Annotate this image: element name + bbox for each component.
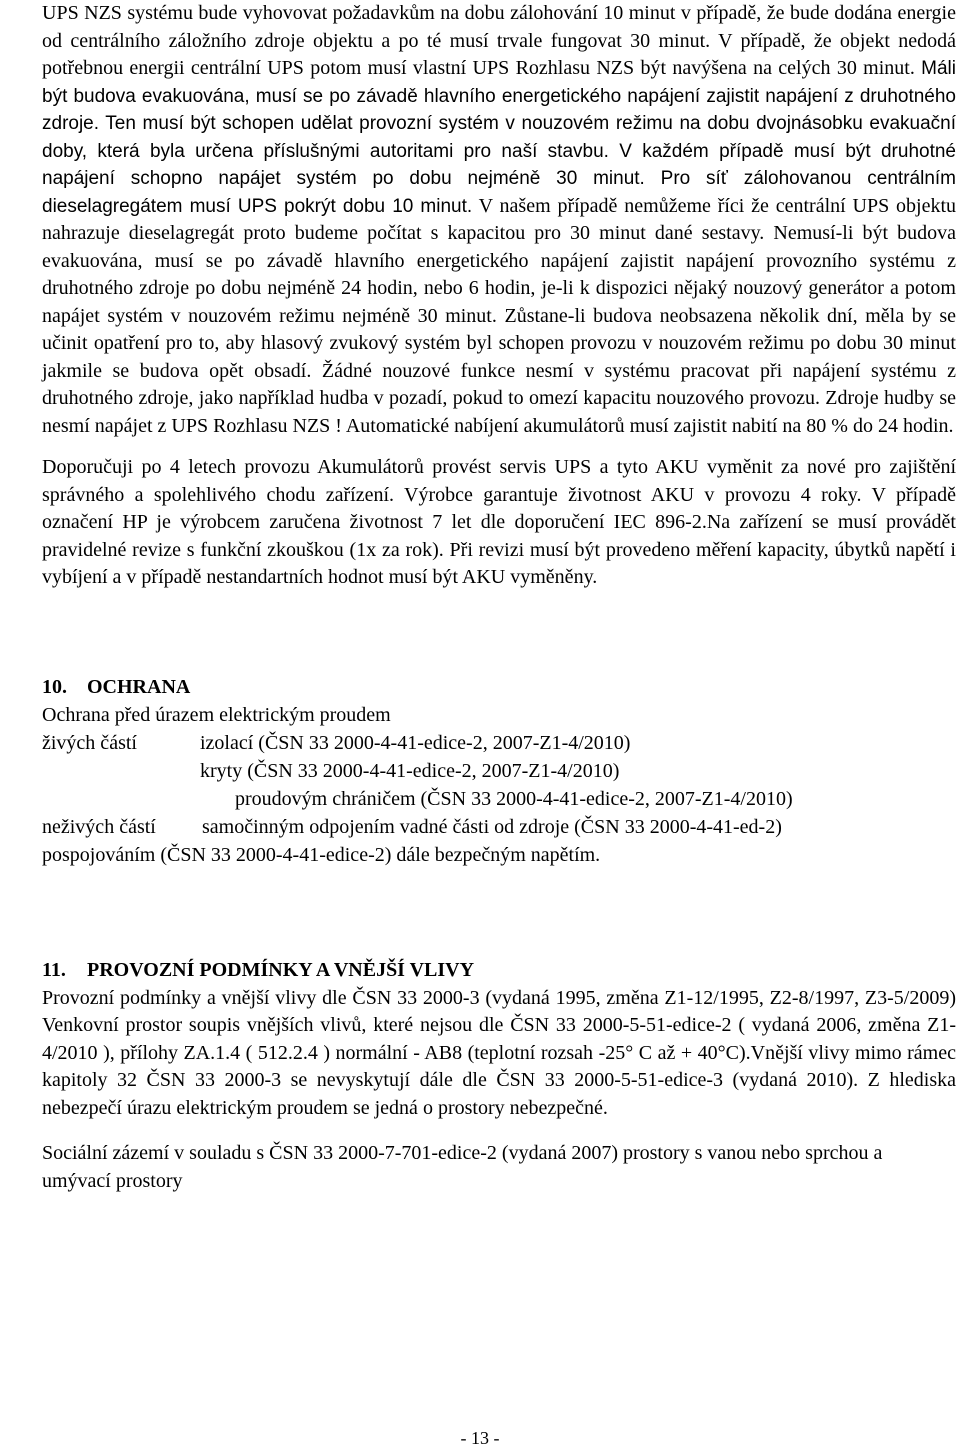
- section-11-heading: [42, 957, 956, 985]
- recommendation-paragraph: Doporučuji po 4 letech provozu Akumulátorů provést servis UPS a tyto AKU vyměnit za nové pro zajištění správného a spolehlivého chodu zařízení. Výrobce garantuje životnost AKU v provozu 4 roky. V případě označení HP je výrobcem zaručena životnost 7 let dle doporučení IEC 896-2.Na zařízení se musí provádět pravidelné revize s funkční zkouškou (1x za rok). Při revizi musí být provedeno měření kapacity, úbytků napětí i vybíjení a v případě nestandartních hodnot musí být AKU vyměněny.: [42, 456, 956, 588]
- pospoj-line: pospojováním (ČSN 33 2000-4-41-edice-2) dále bezpečným napětím.: [42, 844, 601, 866]
- ziv-text-3: proudovým chráničem (ČSN 33 2000-4-41-edice-2, 2007-Z1-4/2010): [235, 788, 793, 810]
- ziv-line-3: [42, 785, 956, 813]
- ziv-line-1: [42, 729, 956, 757]
- section-11-text-2: Sociální zázemí v souladu s ČSN 33 2000-7-701-edice-2 (vydaná 2007) prostory s vanou nebo sprchou a umývací prostory: [42, 1142, 883, 1192]
- section-10-subtitle: Ochrana před úrazem elektrickým proudem: [42, 704, 391, 726]
- ziv-line-2: [42, 757, 956, 785]
- section-10-number: 10.: [42, 675, 67, 698]
- intro-part3: V našem případě nemůžeme říci že centrální UPS objektu nahrazuje dieselagregát proto budeme počítat s kapacitou pro 30 minut dané sestavy. Nemusí-li být budova evakuována, musí se po závadě hlavního energetického napájení zajistit napájení provozního systému z druhotného zdroje po dobu nejméně 24 hodin, nebo 6 hodin, je-li k dispozici nějaký nouzový generátor a potom napájet systém v nouzovém režimu nejméně 30 minut. Zůstane-li budova neobsazena několik dní, měla by se učinit opatření pro to, aby hlasový zvukový systém byl schopen provozu v nouzovém režimu po dobu 30 minut jakmile se budova opět obsadí. Žádné nouzové funkce nesmí v systému pracovat při napájení systému z druhotného zdroje, jako například hudba v pozadí, pokud to omezí kapacitu nouzového provozu. Zdroje hudby se nesmí napájet z UPS Rozhlasu NZS ! Automatické nabíjení akumulátorů musí zajistit nabití na 80 % do 24 hodin.: [42, 194, 957, 437]
- intro-part2: Máli být budova evakuována, musí se po závadě hlavního energetického napájení zajistit napájení z druhotného zdroje. Ten musí být schopen udělat provozní systém v nouzovém režimu na dobu dvojnásobku evakuační doby, která byla určena příslušnými autoritami pro naší stavbu. V každém případě musí být druhotné napájení schopno napájet systém po dobu nejméně 30 minut. Pro síť zálohovanou centrálním dieselagregátem musí UPS pokrýt dobu 10 minut.: [42, 58, 956, 217]
- section-10-title: OCHRANA: [87, 675, 191, 698]
- ziv-text-1: izolací (ČSN 33 2000-4-41-edice-2, 2007-Z1-4/2010): [200, 732, 631, 754]
- section-10-heading: [42, 674, 956, 702]
- document-page: [42, 0, 956, 1195]
- section-11-title: PROVOZNÍ PODMÍNKY A VNĚJŠÍ VLIVY: [87, 959, 475, 981]
- intro-paragraph: [42, 0, 956, 440]
- intro-part1: UPS NZS systému bude vyhovovat požadavkům na dobu zálohování 10 minut v případě, že bude dodána energie od centrálního záložního zdroje objektu a po té musí trvale fungovat 30 minut. V případě, že objekt nedodá potřebnou energii centrální UPS potom musí vlastní UPS Rozhlasu NZS být navýšena na celých 30 minut.: [42, 2, 956, 79]
- section-11-number: 11.: [42, 959, 66, 981]
- neziv-text: samočinným odpojením vadné části od zdroje (ČSN 33 2000-4-41-ed-2): [202, 816, 782, 838]
- page-number: - 13 -: [460, 1428, 500, 1448]
- neziv-label: neživých částí: [42, 816, 156, 838]
- neziv-line: [42, 813, 956, 841]
- ziv-label: živých částí: [42, 732, 137, 754]
- section-11-text-1: Provozní podmínky a vnější vlivy dle ČSN 33 2000-3 (vydaná 1995, změna Z1-12/1995, Z2-8/1997, Z3-5/2009) Venkovní prostor soupis vnějších vlivů, které nejsou dle ČSN 33 2000-5-51-edice-2 ( vydaná 2006, změna Z1-4/2010 ), přílohy ZA.1.4 ( 512.2.4 ) normální - AB8 (teplotní rozsah -25° C až + 40°C).Vnější vlivy mimo rámec kapitoly 32 ČSN 33 2000-3 se nevyskytují dále dle ČSN 33 2000-5-51-edice-3 (vydaná 2010). Z hlediska nebezpečí úrazu elektrickým proudem se jedná o prostory nebezpečné.: [42, 986, 956, 1119]
- ziv-text-2: kryty (ČSN 33 2000-4-41-edice-2, 2007-Z1-4/2010): [200, 760, 620, 782]
